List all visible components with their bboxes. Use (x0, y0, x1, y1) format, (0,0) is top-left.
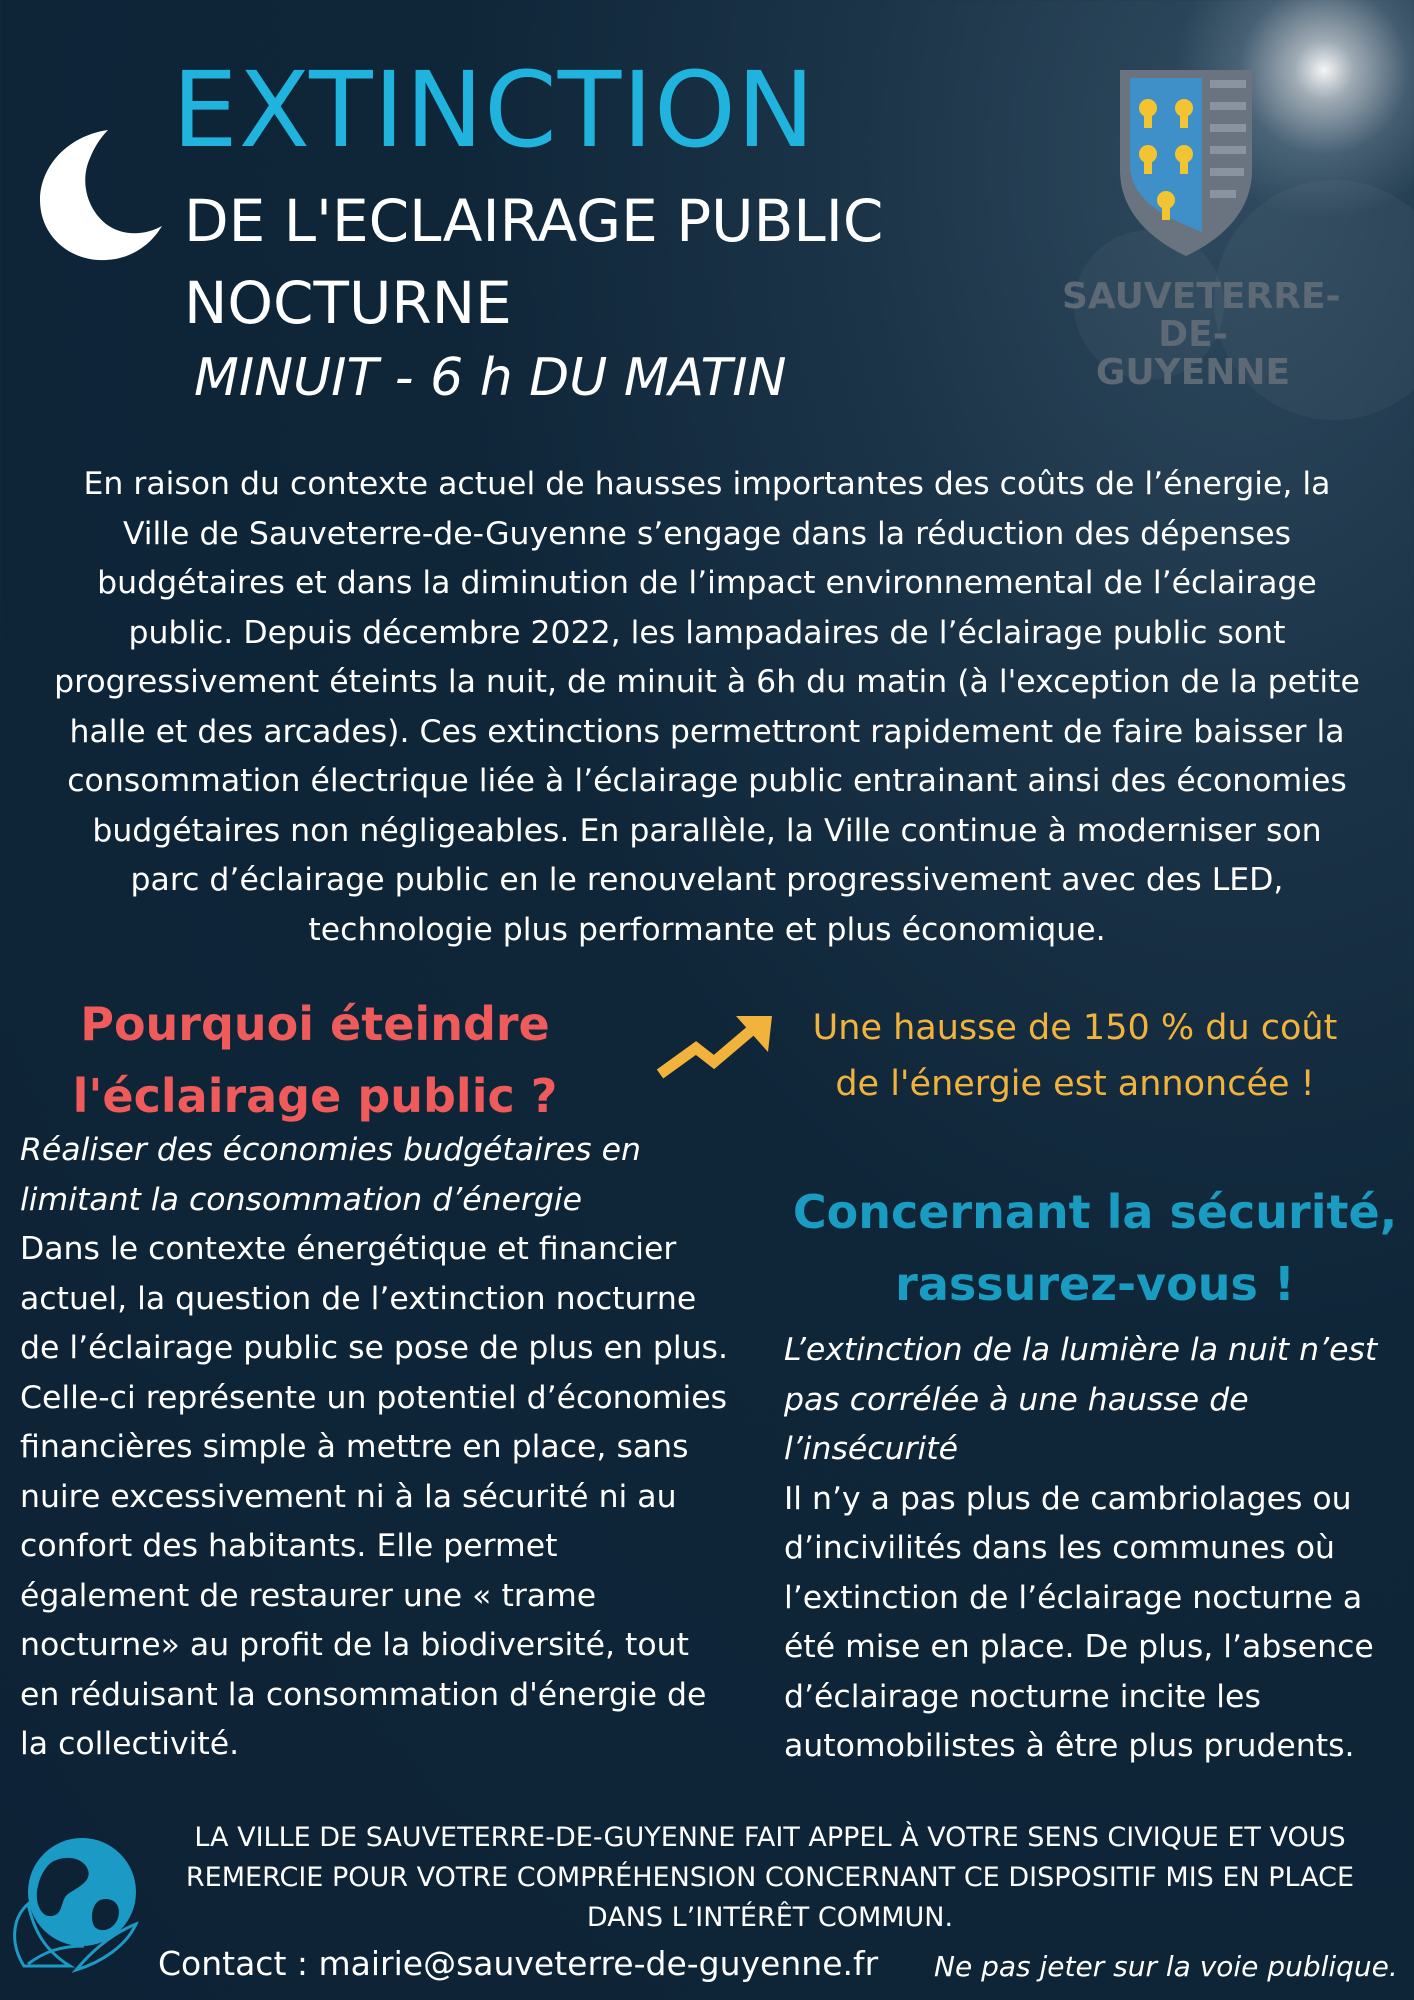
security-body-line: Il n’y a pas plus de cambriolages ou (784, 1480, 1352, 1517)
why-subtitle-line: Réaliser des économies budgétaires en (20, 1132, 641, 1168)
why-body-line: de l’éclairage public se pose de plus en plus. (20, 1330, 728, 1366)
intro-line: parc d’éclairage public en le renouvelant progressivement avec des LED, (130, 862, 1284, 898)
contact-email: Contact : mairie@sauveterre-de-guyenne.fr (158, 1944, 879, 1983)
civic-appeal-line: REMERCIE POUR VOTRE COMPRÉHENSION CONCERNANT CE DISPOSITIF MIS EN PLACE (185, 1862, 1355, 1893)
energy-increase-notice (790, 1000, 1360, 1112)
intro-line: progressivement éteints la nuit, de minuit à 6h du matin (à l'exception de la petite (54, 664, 1360, 700)
security-subtitle-line: L’extinction de la lumière la nuit n’est (784, 1332, 1378, 1368)
why-body-line: financières simple à mettre en place, sans (20, 1429, 689, 1465)
intro-line: consommation électrique liée à l’éclairage public entrainant ainsi des économies (67, 763, 1347, 799)
why-body-line: en réduisant la consommation d'énergie de (20, 1676, 707, 1713)
civic-appeal (130, 1818, 1410, 1938)
do-not-litter-notice: Ne pas jeter sur la voie publique. (934, 1950, 1398, 1983)
why-body (20, 1126, 760, 1770)
town-name-line-2: DE-GUYENNE (1095, 314, 1291, 393)
intro-line: budgétaires non négligeables. En parallèle, la Ville continue à moderniser son (92, 812, 1322, 849)
intro-paragraph (20, 460, 1394, 955)
intro-line: technologie plus performante et plus économique. (308, 911, 1106, 948)
hausse-line: Une hausse de 150 % du coût (812, 1008, 1338, 1048)
why-body-line: la collectivité. (20, 1726, 240, 1762)
why-heading (20, 988, 610, 1132)
title-hours: MINUIT - 6 h DU MATIN (194, 348, 787, 408)
why-body-line: Dans le contexte énergétique et financier (20, 1231, 677, 1267)
moon-icon (38, 128, 166, 262)
security-heading-line: rassurez-vous ! (895, 1257, 1295, 1311)
security-subtitle-line: l’insécurité (784, 1431, 958, 1467)
civic-appeal-line: DANS L’INTÉRÊT COMMUN. (586, 1902, 954, 1933)
town-crest-logo (1106, 60, 1266, 260)
why-subtitle-line: limitant la consommation d’énergie (20, 1181, 583, 1218)
security-body-line: été mise en place. De plus, l’absence (784, 1629, 1374, 1665)
why-body-line: également de restaurer une « trame (20, 1577, 597, 1614)
town-name-line-1: SAUVETERRE- (1062, 276, 1341, 317)
why-body-line: nocturne» au profit de la biodiversité, tout (20, 1627, 689, 1663)
title-extinction: EXTINCTION (172, 49, 816, 171)
why-body-line: actuel, la question de l’extinction nocturne (20, 1280, 697, 1317)
why-heading-line: l'éclairage public ? (72, 1069, 558, 1123)
why-body-line: confort des habitants. Elle permet (20, 1528, 558, 1564)
security-body-line: l’extinction de l’éclairage nocturne a (784, 1579, 1363, 1616)
why-heading-line: Pourquoi éteindre (80, 997, 550, 1051)
title-line-1: DE L'ECLAIRAGE PUBLIC (184, 187, 884, 255)
intro-line: Ville de Sauveterre-de-Guyenne s’engage dans la réduction des dépenses (122, 515, 1292, 552)
civic-appeal-line: LA VILLE DE SAUVETERRE-DE-GUYENNE FAIT APPEL À VOTRE SENS CIVIQUE ET VOUS (194, 1822, 1346, 1853)
title-line-2: NOCTURNE (184, 269, 512, 337)
security-heading (790, 1176, 1400, 1320)
security-body-line: d’éclairage nocturne incite les (784, 1678, 1261, 1715)
security-body-line: d’incivilités dans les communes où (784, 1530, 1336, 1566)
intro-line: halle et des arcades). Ces extinctions permettront rapidement de faire baisser la (69, 713, 1345, 750)
earth-leaves-icon (4, 1834, 144, 1974)
security-body (784, 1326, 1404, 1772)
why-body-line: nuire excessivement ni à la sécurité ni au (20, 1478, 677, 1515)
security-subtitle-line: pas corrélée à une hausse de (784, 1381, 1249, 1418)
security-heading-line: Concernant la sécurité, (792, 1185, 1398, 1239)
hausse-line: de l'énergie est annoncée ! (835, 1064, 1315, 1104)
trend-up-arrow-icon (656, 1014, 774, 1080)
security-body-line: automobilistes à être plus prudents. (784, 1728, 1355, 1764)
intro-line: En raison du contexte actuel de hausses importantes des coûts de l’énergie, la (83, 466, 1331, 502)
intro-line: public. Depuis décembre 2022, les lampadaires de l’éclairage public sont (128, 614, 1286, 651)
why-body-line: Celle-ci représente un potentiel d’économies (20, 1379, 728, 1416)
intro-line: budgétaires et dans la diminution de l’impact environnemental de l’éclairage (97, 565, 1317, 601)
